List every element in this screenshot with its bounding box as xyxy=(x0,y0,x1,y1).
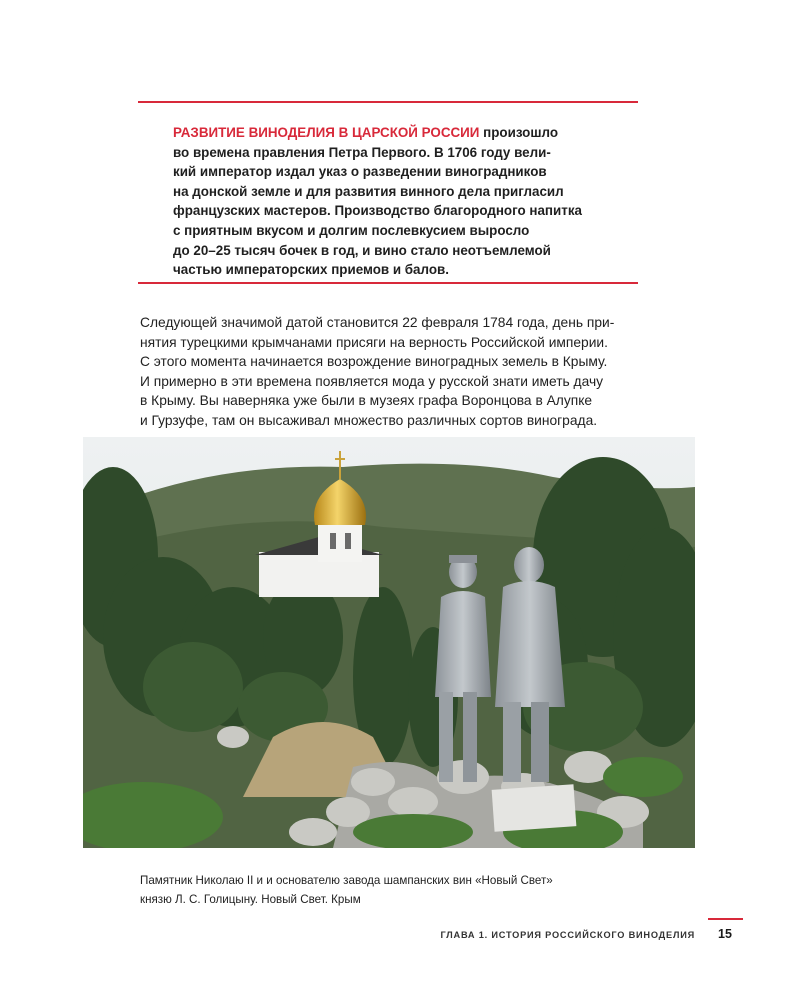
lead-line: частью императорских приемов и балов. xyxy=(173,262,449,278)
page-number: 15 xyxy=(718,927,732,941)
footer-rule xyxy=(708,918,743,920)
body-line: и Гурзуфе, там он высаживал множество различных сортов винограда. xyxy=(140,412,598,428)
body-line: С этого момента начинается возрождение виноградных земель в Крыму. xyxy=(140,354,608,370)
chapter-title: ГЛАВА 1. ИСТОРИЯ РОССИЙСКОГО ВИНОДЕЛИЯ xyxy=(440,930,695,940)
lead-line: до 20–25 тысяч бочек в год, и вино стало неотъемлемой xyxy=(173,242,551,258)
caption-line: Памятник Николаю II и и основателю завода шампанских вин «Новый Свет» xyxy=(140,874,553,887)
top-rule xyxy=(138,101,638,103)
lead-line: с приятным вкусом и долгим послевкусием выросло xyxy=(173,222,530,238)
body-paragraph xyxy=(140,313,660,431)
bottom-rule xyxy=(138,282,638,284)
body-line: Следующей значимой датой становится 22 февраля 1784 года, день при- xyxy=(140,315,615,330)
lead-line: французских мастеров. Производство благородного напитка xyxy=(173,203,582,219)
lead-line: во времена правления Петра Первого. В 1706 году вели- xyxy=(173,144,551,160)
lead-paragraph xyxy=(173,123,603,280)
body-line: И примерно в эти времена появляется мода у русской знати иметь дачу xyxy=(140,373,604,389)
photo-illustration xyxy=(83,437,695,848)
photo-caption xyxy=(140,872,660,909)
lead-line: на донской земле и для развития винного дела пригласил xyxy=(173,183,564,199)
lead-line: кий император издал указ о разведении виноградников xyxy=(173,164,547,180)
lead-highlight: РАЗВИТИЕ ВИНОДЕЛИЯ В ЦАРСКОЙ РОССИИ xyxy=(173,125,480,140)
body-line: нятия турецкими крымчанами присяги на верность Российской империи. xyxy=(140,334,608,350)
monument-photo xyxy=(83,437,695,848)
lead-line-1-rest: произошло xyxy=(479,125,558,140)
caption-line: князю Л. С. Голицыну. Новый Свет. Крым xyxy=(140,892,361,906)
body-line: в Крыму. Вы наверняка уже были в музеях графа Воронцова в Алупке xyxy=(140,393,593,409)
